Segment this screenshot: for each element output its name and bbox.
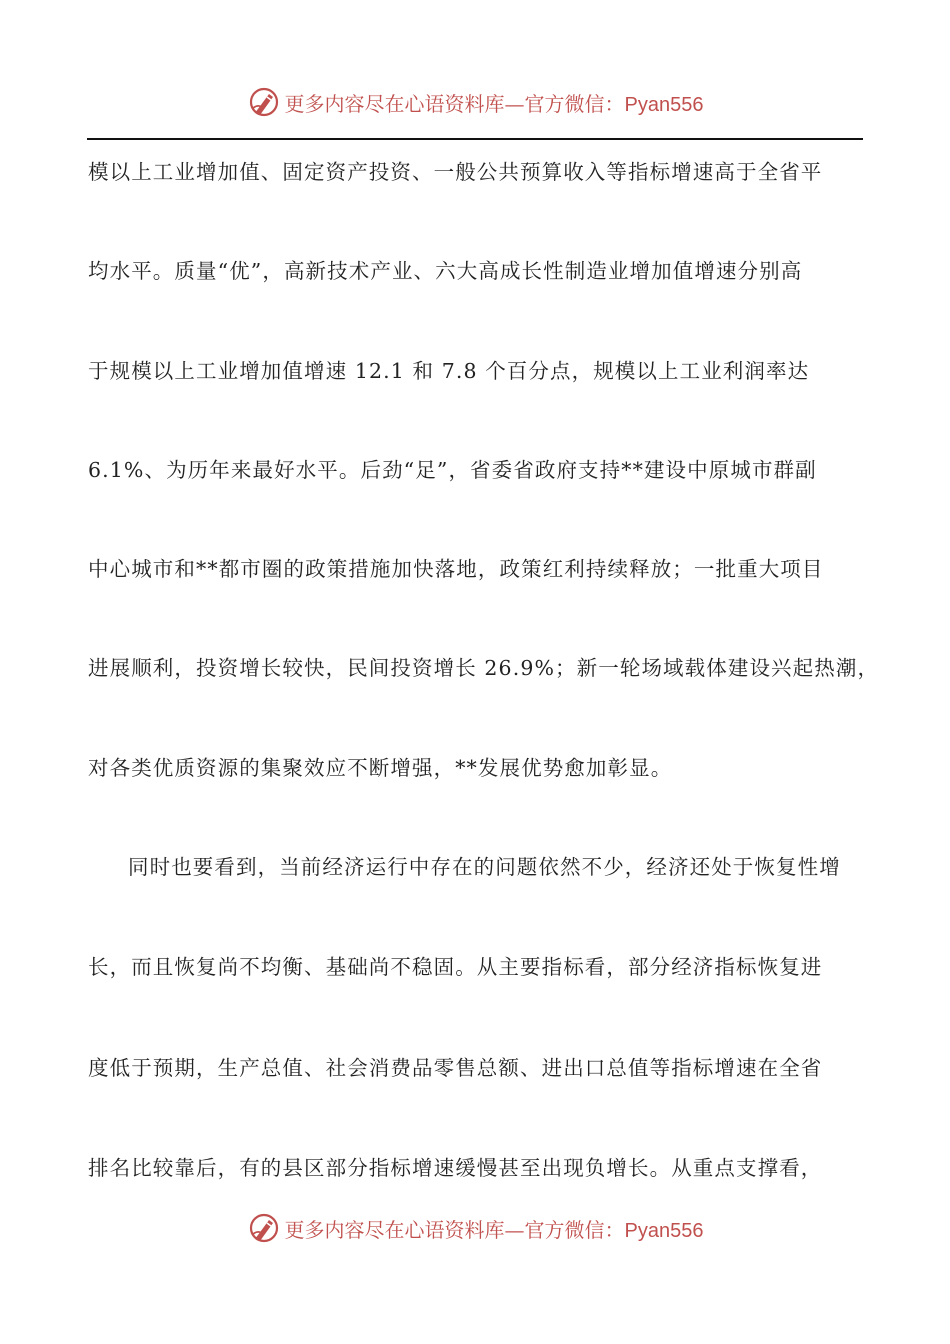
header-banner [0, 82, 950, 122]
banner-title: 更多内容尽在心语资料库— [284, 1217, 525, 1242]
banner-wechat: 官方微信：Pyan556 [524, 1219, 704, 1242]
pen-nib-logo-icon [247, 1211, 281, 1245]
text-line: 度低于预期，生产总值、社会消费品零售总额、进出口总值等指标增速在全省 [88, 1055, 823, 1080]
document-body [88, 150, 878, 1246]
text-line: 中心城市和**都市圈的政策措施加快落地，政策红利持续释放；一批重大项目 [88, 557, 824, 582]
banner-title: 更多内容尽在心语资料库— [284, 91, 525, 116]
paragraph [88, 845, 878, 1246]
paragraph [88, 150, 878, 845]
text-line: 排名比较靠后，有的县区部分指标增速缓慢甚至出现负增长。从重点支撑看， [88, 1155, 823, 1180]
text-line: 6.1%、为历年来最好水平。后劲“足”，省委省政府支持**建设中原城市群副 [88, 457, 817, 482]
text-line: 同时也要看到，当前经济运行中存在的问题依然不少，经济还处于恢复性增 [128, 855, 841, 880]
text-line: 模以上工业增加值、固定资产投资、一般公共预算收入等指标增速高于全省平 [88, 160, 823, 184]
banner-text [285, 1214, 704, 1243]
banner-text [285, 88, 704, 117]
header-divider [87, 138, 863, 140]
pen-nib-logo-icon [247, 85, 281, 119]
text-line: 进展顺利，投资增长较快，民间投资增长 26.9%；新一轮场域载体建设兴起热潮， [88, 656, 880, 681]
banner-wechat: 官方微信：Pyan556 [524, 93, 704, 116]
text-line: 对各类优质资源的集聚效应不断增强，**发展优势愈加彰显。 [88, 755, 673, 780]
text-line: 于规模以上工业增加值增速 12.1 和 7.8 个百分点，规模以上工业利润率达 [88, 358, 810, 383]
text-line: 长，而且恢复尚不均衡、基础尚不稳固。从主要指标看，部分经济指标恢复进 [88, 955, 823, 980]
footer-banner [0, 1208, 950, 1248]
text-line: 均水平。质量“优”，高新技术产业、六大高成长性制造业增加值增速分别高 [88, 259, 803, 284]
